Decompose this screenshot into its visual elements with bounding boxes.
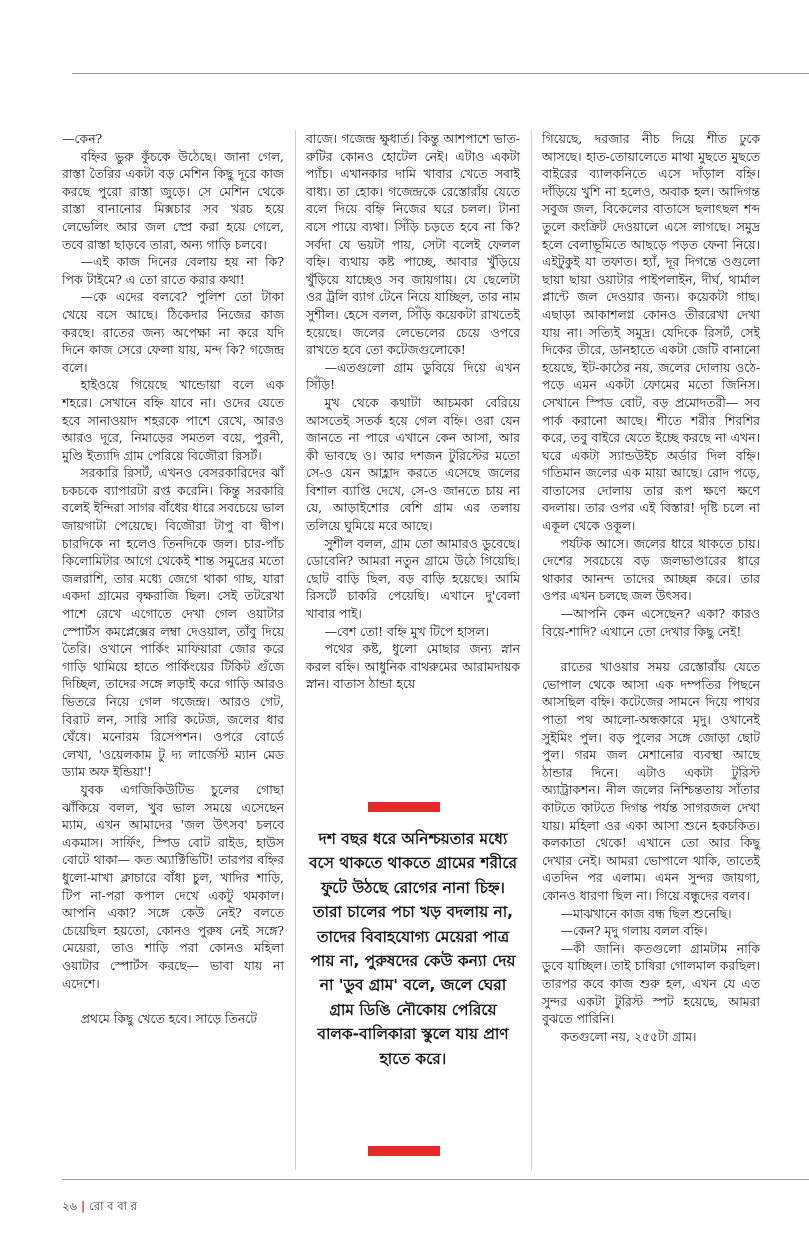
paragraph: পর্যটক আসে। জলের ধারে থাকতে চায়। দেশের সবচেয়ে বড় জলভাণ্ডারের ধারে থাকার আনন্দ তাদের আচ্ছন্ন করে। তার ওপর এখন চলছে জল উৎসব। (542, 535, 760, 604)
page-number: ২৬ (62, 1199, 77, 1213)
article-column-2 (306, 130, 520, 693)
column-divider (531, 130, 532, 1170)
paragraph: হাইওয়ে গিয়েছে খান্ডোয়া বলে এক শহরে। সেখানে বহ্নি যাবে না। ওদের যেতে হবে সানাওয়াদ শহরকে পাশে রেখে, আরও আরও দূরে, নিমাড়ের সমতল বয়ে, পুরনী, মুণ্ডি ইত্যাদি গ্রাম পেরিয়ে বিজৌরা রিসর্ট। (62, 377, 284, 463)
paragraph: মুখ থেকে কথাটা আচমকা বেরিয়ে আসতেই সতর্ক হয়ে গেল বহ্নি। ওরা যেন জানতে না পারে এখানে কেন আসা, আর কী ভাবছে ও। আর দশজন টুরিস্টের মতো সে-ও যেন আহ্লাদ করতে এসেছে জলের বিশাল ব্যাপ্তি দেখে, সে-ও জানতে চায় না যে, আড়াইশোর বেশি গ্রাম এর তলায় তলিয়ে ঘুমিয়ে মরে আছে। (306, 394, 520, 534)
paragraph: —এই কাজ দিনের বেলায় হয় না কি? পিক টাইমে? এ তো রাতে করার কথা! (62, 254, 284, 287)
paragraph: পথের কষ্ট, ধুলো মোছার জন্য স্নান করল বহ্নি। আধুনিক বাথরুমের আরামদায়ক স্নান। বাতাস ঠান্ডা হয়ে (306, 641, 520, 692)
paragraph: সুশীল বলল, গ্রাম তো আমারও ডুবেছে। ডোবেনি? আমরা নতুন গ্রামে উঠে গিয়েছি। ছোট বাড়ি ছিল, বড় বাড়ি হয়েছে। আমি রিসর্টে চাকরি পেয়েছি। এখানে দু'বেলা খাবার পাই। (306, 535, 520, 622)
paragraph: বাজে। গজেন্দ্র ক্ষুধার্ত। কিন্তু আশপাশে ভাত-রুটির কোনও হোটেল নেই। এটাও একটা প্যাঁচ। এখানকার দামি খাবার খেতে সবাই বাধ্য। তা হোক। গজেন্দ্রকে রেস্তোরাঁয় যেতে বলে দিয়ে বহ্নি নিজের ঘরে চলল। টানা বসে পায়ে ব্যথা। সিঁড়ি চড়তে হবে না কি? সর্বদা যে ভয়টা পায়, সেটা বলেই ফেলল বহ্নি। ব্যথায় কষ্ট পাচ্ছে, আবার খুঁড়িয়ে খুঁড়িয়ে যাচ্ছেও সব জায়গায়। যে ছেলেটা ওর ট্রলি ব্যাগ টেনে নিয়ে যাচ্ছিল, তার নাম সুশীল। হেসে বলল, সিঁড়ি কয়েকটা রাখতেই হয়েছে। জলের লেভেলের চেয়ে ওপরে রাখতে হবে তো কটেজগুলোকে! (306, 131, 520, 358)
page-footer (62, 1198, 137, 1217)
paragraph: —কী জানি। কতগুলো গ্রামটাম নাকি ডুবে যাচ্ছিল। তাই চাষিরা গোলমাল করছিল। তারপর কবে কাজ শুরু হল, এখন যে এত সুন্দর একটা টুরিস্ট স্পট হয়েছে, আমরা বুঝতে পারিনি। (542, 940, 760, 1027)
paragraph: বহ্নির ভুরু কুঁচকে উঠেছে। জানা গেল, রাস্তা তৈরির একটা বড় মেশিন কিছু দূরে কাজ করছে পুরো রাস্তা জুড়ে। সে মেশিন থেকে রাস্তা বানানোর মিক্সচার সব খরচ হয়ে লেভেলিং আর জল স্প্রে করা হয়ে গেলে, তবে রাস্তা ছাড়বে তারা, অন্য গাড়ি চলবে। (62, 148, 284, 252)
paragraph: —বেশ তো! বহ্নি মুখ টিপে হাসল। (324, 623, 490, 639)
footer-separator: | (80, 1199, 86, 1213)
magazine-name: রো ব বা র (89, 1199, 137, 1213)
paragraph: গিয়েছে, দরজার নীচ দিয়ে শীত ঢুকে আসছে। হাত-তোয়ালেতে মাথা মুছতে মুছতে বাইরের ব্যালকনিতে এসে দাঁড়াল বহ্নি। দাঁড়িয়ে খুশি না হলেও, অবাক হল। আদিগন্ত সবুজ জল, বিকেলের বাতাসে ছলাৎছল শব্দ তুলে কংক্রিট দেওয়ালে এসে লাগছে। সমুদ্র হলে বেলাভূমিতে আছড়ে পড়ত ফেনা নিয়ে। এইটুকুই যা তফাত। হ্যাঁ, দূর দিগন্তে ওগুলো ছায়া ছায়া ওয়াটার পাইপলাইন, দীর্ঘ, থার্মাল প্লান্টে জল দেওয়ার জন্য। কয়েকটা গাছ। এছাড়া আকাশলগ্ন কোনও তীররেখা দেখা যায় না। সত্যিই সমুদ্র। যেদিকে রিসর্ট, সেই দিকের তীরে, ডানহাতে একটা জেটি বানানো হয়েছে, ইট-কাঠের নয়, জলের দোলায় ওঠে-পড়ে এমন একটা ফোমের মতো জিনিস। সেখানে স্পিড বোট, বড় প্রমোদতরী— সব পার্ক করানো আছে। শীতে শরীর শিরশির করে, তবু বাইরে যেতে ইচ্ছে করছে না এখন। ঘরে একটা স্যান্ডউইচ অর্ডার দিল বহ্নি। গতিমান জলের এক মায়া আছে। রোদ পড়ে, বাতাসের দোলায় তার রূপ ক্ষণে ক্ষণে বদলায়। তার ওপর এই বিস্তার! দৃষ্টি চলে না একূল থেকে ওকূল। (542, 131, 760, 534)
paragraph: —মাঝখানে কাজ বন্ধ ছিল শুনেছি। (560, 905, 732, 921)
paragraph: —কে এদের বলবে? পুলিশ তো টাকা খেয়ে বসে আছে। ঠিকেদার নিজের কাজ করছে। রাতের জন্য অপেক্ষা না করে যদি দিনে কাজ সেরে ফেলা যায়, মন্দ কি? গজেন্দ্র বলে। (62, 289, 284, 375)
paragraph: যুবক এগজিকিউটিভ চুলের গোছা ঝাঁকিয়ে বলল, খুব ভাল সময়ে এসেছেন ম্যাম, এখন আমাদের 'জল উৎসব' চলবে একমাস। সার্ফিং, স্পিড বোট রাইড, হাউস বোটে থাকা— কত অ্যাক্টিভিটি! তারপর বহ্নির ধুলো-মাখা ক্লাচারে বাঁধা চুল, খাদির শাড়ি, টিপ না-পরা কপাল দেখে একটু থমকাল। আপনি একা? সঙ্গে কেউ নেই? বলতে চেয়েছিল হয়তো, কোনও পুরুষ নেই সঙ্গে? মেয়েরা, তাও শাড়ি পরা কোনও মহিলা ওয়াটার স্পোর্টস করছে— ভাবা যায় না এদেশে। (62, 781, 284, 991)
pullquote-top-bar (368, 802, 440, 812)
paragraph: —আপনি কেন এসেছেন? একা? কারও বিয়ে-শাদি? এখানে তো দেখার কিছু নেই! (542, 606, 760, 639)
paragraph: রাতের খাওয়ার সময় রেস্তোরাঁয় যেতে ভোপাল থেকে আসা এক দম্পতির পিছনে আসছিল বহ্নি। কটেজের সামনে দিয়ে পাথর পাতা পথ আলো-অন্ধকারে মৃদু। ওখানেই সুইমিং পুল। বড় পুলের সঙ্গে জোড়া ছোট পুল। গরম জল মেশানোর ব্যবস্থা আছে ঠান্ডার দিনে। এটাও একটা টুরিস্ট অ্যাট্রাকশন। নীল জলের নিশ্চিন্ততায় সাঁতার কাটতে কাটতে দিগন্ত পর্যন্ত সাগরজল দেখা যায়। মহিলা ওর একা আসা শুনে হকচকিত। কলকাতা থেকে! এখানে তো আর কিছু দেখার নেই। আমরা ভোপালে থাকি, তাতেই এতদিন পর এলাম। এমন সুন্দর জায়গা, কোনও ধারণা ছিল না। গিয়ে বন্ধুদের বলব। (542, 659, 760, 903)
paragraph: —এতগুলো গ্রাম ডুবিয়ে দিয়ে এখন সিঁড়ি! (306, 359, 520, 393)
paragraph: প্রথমে কিছু খেতে হবে। সাড়ে তিনটে (80, 1011, 257, 1027)
paragraph: —কেন? মৃদু গলায় বলল বহ্নি। (560, 923, 708, 939)
article-column-1 (62, 130, 284, 1028)
top-rule (72, 73, 809, 74)
article-column-3 (542, 130, 760, 1045)
paragraph: সরকারি রিসর্ট, এখনও বেসরকারিদের ঝাঁ চকচকে ব্যাপারটা রপ্ত করেনি। কিন্তু সরকারি বলেই ইন্দিরা সাগর বাঁধের ধারে সবচেয়ে ভাল জায়গাটা পেয়েছে। বিজৌরা টাপু বা দ্বীপ। চারদিকে না হলেও তিনদিকে জল। চার-পাঁচ কিলোমিটার আগে থেকেই শান্ত সমুদ্রের মতো জলরাশি, তার মধ্যে জেগে থাকা গাছ, যারা একদা গ্রামের বৃক্ষরাজি ছিল। সেই তটরেখা পাশে রেখে এগোতে দেখা গেল ওয়াটার স্পোর্টস কমপ্লেক্সের লম্বা দেওয়াল, তাঁবু দিয়ে তৈরি। ওখানে পার্কিং মাফিয়ারা জোর করে গাড়ি থামিয়ে হাতে পার্কিংয়ের টিকিট গুঁজে দিচ্ছিল, তাদের সঙ্গে লড়াই করে গাড়ি আরও ভিতরে নিয়ে গেল গজেন্দ্র। আরও গেট, বিরাট লন, সারি সারি কটেজ, জলের ধার ঘেঁষে। মনোরম রিসেপশন। ওপরে বোর্ডে লেখা, 'ওয়েলকাম টু দ্য লার্জেস্ট ম্যান মেড ড্যাম অফ ইন্ডিয়া'! (62, 465, 284, 780)
paragraph: —কেন? (62, 131, 103, 146)
pullquote-bottom-bar (368, 1146, 440, 1156)
column-divider (295, 130, 296, 1170)
bottom-rule (62, 1179, 809, 1180)
pullquote: দশ বছর ধরে অনিশ্চয়তার মধ্যে বসে থাকতে থাকতে গ্রামের শরীরে ফুটে উঠছে রোগের নানা চিহ্ন। তারা চালের পচা খড় বদলায় না, তাদের বিবাহযোগ্য মেয়েরা পাত্র পায় না, পুরুষদের কেউ কন্যা দেয় না 'ডুব গ্রাম' বলে, জলে ঘেরা গ্রাম ডিঙি নৌকোয় পেরিয়ে বালক-বালিকারা স্কুলে যায় প্রাণ হাতে করে। (308, 830, 518, 1068)
paragraph: কতগুলো নয়, ২৫৫টা গ্রাম। (560, 1028, 697, 1044)
